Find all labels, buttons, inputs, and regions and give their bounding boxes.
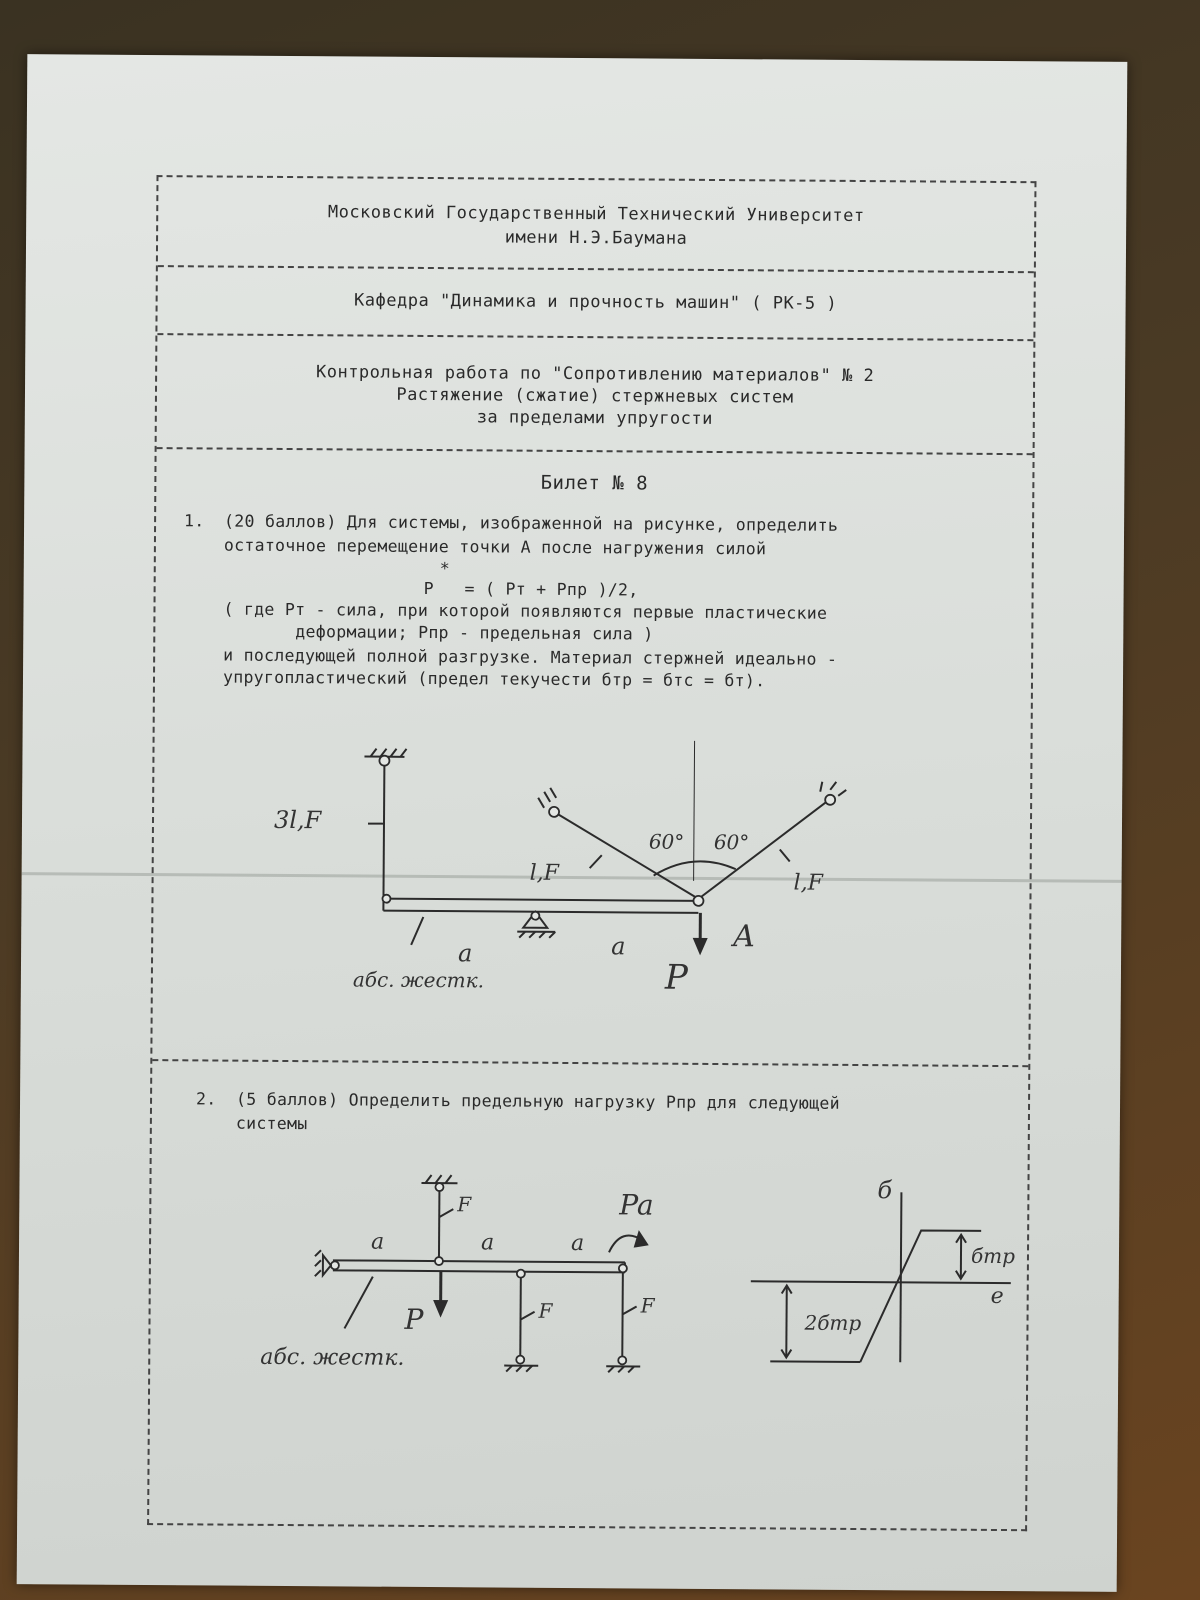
- problem1-figure: [273, 738, 895, 1022]
- bottom-rod-2-label: F: [640, 1293, 655, 1318]
- rigid-beam-top: [383, 899, 698, 901]
- hatch: [820, 782, 846, 796]
- hatch: [538, 788, 556, 808]
- problem1-line4: деформации; Pпр - предельная сила ): [295, 622, 654, 644]
- arrow-head: [694, 939, 706, 953]
- rigid-label: абс. жестк.: [260, 1344, 405, 1371]
- rod-mid-label: l,F: [529, 860, 560, 886]
- work-title: Контрольная работа по "Сопротивлению материалов" № 2: [315, 362, 875, 387]
- arrow-head: [635, 1232, 647, 1246]
- segment-a-2: a: [611, 932, 626, 961]
- top-rod-label: F: [457, 1192, 472, 1217]
- hinge: [379, 756, 389, 766]
- label-leader: [439, 1209, 453, 1217]
- epsilon-axis: [751, 1281, 1011, 1283]
- problem1-line3: ( где Pт - сила, при которой появляются первые пластические: [223, 599, 828, 623]
- problem1-line6: упругопластический (предел текучести бтр = бтс = бт).: [222, 667, 766, 691]
- angle-left-label: 60°: [648, 829, 685, 854]
- diagram-curve: [860, 1230, 981, 1363]
- problem2-line1: (5 баллов) Определить предельную нагрузку Pпр для следующей: [235, 1089, 840, 1113]
- bottom-rod-2: [622, 1272, 623, 1358]
- hinge: [531, 912, 539, 920]
- university-name: Московский Государственный Технический Университет: [327, 202, 865, 227]
- formula-star: *: [439, 559, 451, 579]
- hinge: [382, 895, 390, 903]
- hinge: [825, 795, 835, 805]
- document-frame: [147, 175, 1036, 1531]
- department-name: Кафедра "Динамика и прочность машин" ( РК-5 ): [354, 290, 838, 314]
- label-leader: [344, 1276, 372, 1328]
- sigma-tp-label: бтр: [970, 1243, 1016, 1269]
- separator: [152, 1059, 1028, 1067]
- label-leader: [623, 1306, 637, 1314]
- segment-a-1: a: [457, 939, 473, 968]
- rigid-beam-bottom: [383, 911, 698, 913]
- problem2-number: 2.: [195, 1089, 217, 1109]
- angle-right-label: 60°: [713, 829, 750, 855]
- problem2-frame-figure: [260, 1168, 682, 1411]
- problem1-line2: остаточное перемещение точки А после нагружения силой: [223, 535, 767, 559]
- separator: [157, 333, 1033, 341]
- hinge: [618, 1356, 626, 1364]
- pin-support: [323, 1255, 331, 1275]
- hinge: [619, 1264, 627, 1272]
- bottom-rod-1-label: F: [538, 1298, 553, 1323]
- moment-label: Pa: [619, 1188, 654, 1222]
- rigid-label: абс. жестк.: [352, 967, 485, 993]
- hinge: [549, 807, 559, 817]
- label-leader: [780, 849, 790, 861]
- mid-rod: [553, 812, 699, 899]
- epsilon-axis-label: e: [990, 1283, 1004, 1310]
- rod-right-label: l,F: [793, 870, 823, 896]
- two-sigma-tp-label: 2бтр: [804, 1310, 862, 1336]
- force-label: P: [404, 1302, 424, 1336]
- problem1-line5: и последующей полной разгрузке. Материал стержней идеально -: [223, 645, 838, 669]
- point-A-label: A: [733, 919, 756, 955]
- sigma-axis-label: б: [877, 1176, 893, 1205]
- vertical-axis: [694, 741, 695, 881]
- hatch: [370, 749, 406, 757]
- bottom-rod-1: [520, 1278, 521, 1358]
- problem1-formula: P = ( Pт + Pпр )/2,: [423, 578, 639, 600]
- segment-a-2: a: [480, 1230, 495, 1256]
- rigid-beam-bottom: [333, 1270, 625, 1272]
- arrow-head: [435, 1301, 447, 1315]
- rod-left-label: 3l,F: [273, 805, 322, 835]
- problem1-number: 1.: [184, 511, 205, 531]
- angle-arc: [654, 861, 736, 876]
- label-leader: [521, 1312, 535, 1320]
- hatch: [315, 1250, 321, 1276]
- university-name-line2: имени Н.Э.Баумана: [504, 227, 688, 249]
- dim-line: [786, 1286, 787, 1358]
- lower-plateau: [770, 1361, 860, 1362]
- stress-strain-diagram: [750, 1161, 1032, 1383]
- paper-sheet: [17, 54, 1128, 1592]
- work-subtitle-2: за пределами упругости: [476, 407, 713, 429]
- separator: [157, 447, 1033, 455]
- problem1-line1: (20 баллов) Для системы, изображенной на рисунке, определить: [224, 511, 839, 535]
- hinge: [435, 1257, 443, 1265]
- hinge: [516, 1356, 524, 1364]
- segment-a-3: a: [570, 1231, 585, 1257]
- point-A-hinge: [693, 896, 703, 906]
- label-leader: [590, 855, 602, 868]
- hatch: [425, 1175, 451, 1183]
- left-rod: [383, 761, 384, 899]
- work-subtitle: Растяжение (сжатие) стержневых систем: [396, 384, 794, 408]
- hinge: [435, 1183, 443, 1191]
- separator: [158, 265, 1034, 273]
- hinge: [517, 1270, 525, 1278]
- force-label: P: [664, 957, 688, 998]
- ticket-number: Билет № 8: [540, 471, 649, 495]
- problem2-line2: системы: [235, 1113, 308, 1134]
- rigid-beam-top: [333, 1260, 625, 1262]
- label-leader: [411, 917, 423, 945]
- segment-a-1: a: [370, 1229, 385, 1255]
